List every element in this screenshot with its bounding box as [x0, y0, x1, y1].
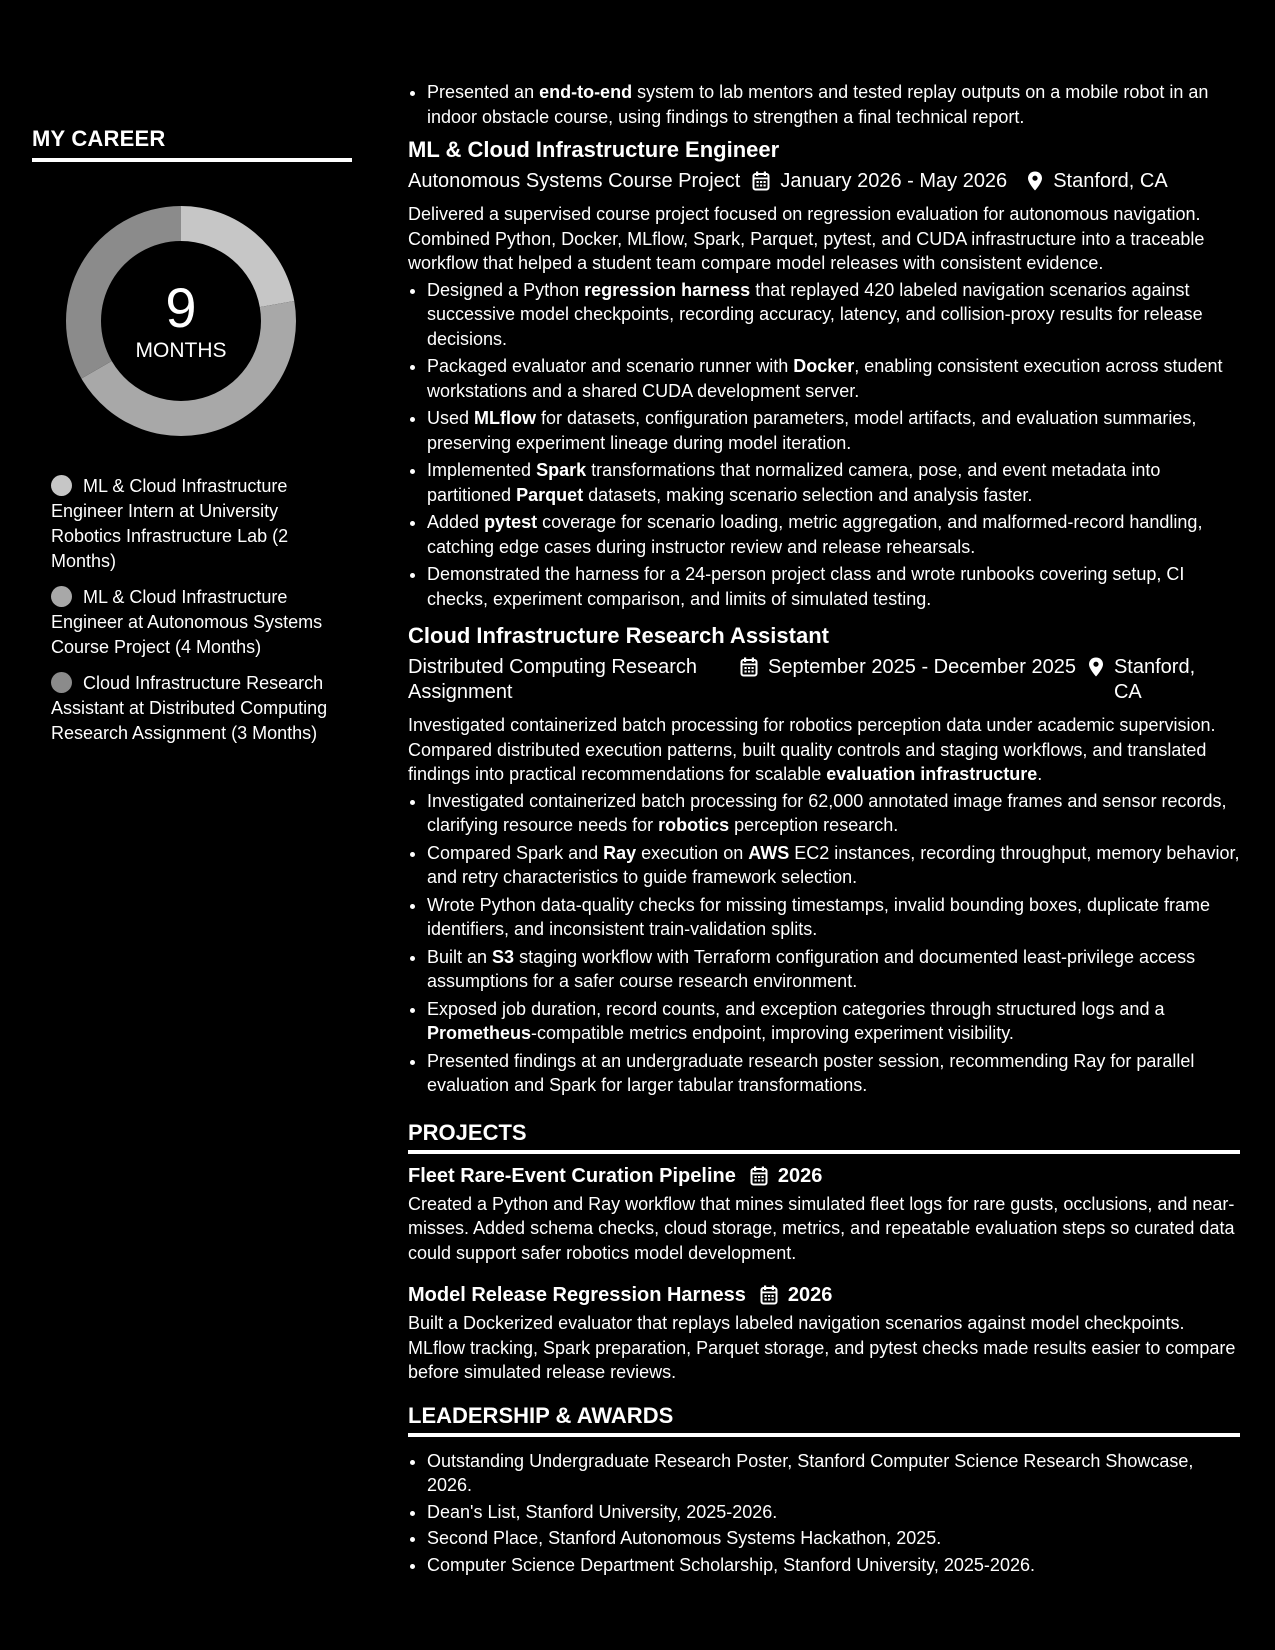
- bullet: • Implemented Spark transformations that normalized camera, pose, and event metadata into partitioned Parquet datasets, making scenario selection and analysis faster.: [427, 458, 1240, 507]
- resume-main: [408, 80, 1240, 1579]
- project-name: Fleet Rare-Event Curation Pipeline: [408, 1164, 736, 1187]
- role-location: [1088, 655, 1208, 705]
- legend-label: Cloud Infrastructure Research Assistant at Distributed Computing Research Assignment (3 Months): [51, 673, 328, 743]
- bullet: • Demonstrated the harness for a 24-person project class and wrote runbooks covering setup, CI checks, experiment comparison, and limits of simulated testing.: [427, 562, 1240, 611]
- bullet: • Compared Spark and Ray execution on AWS EC2 instances, recording throughput, memory behavior, and retry characteristics to guide framework selection.: [427, 841, 1240, 890]
- role-summary: Investigated containerized batch processing for robotics perception data under academic supervision. Compared distributed execution patterns, built quality controls and staging workflows, and translated findings into practical recommendations for scalable evaluation infrastructure.: [408, 715, 1216, 784]
- legend-label: ML & Cloud Infrastructure Engineer Intern at University Robotics Infrastructure Lab (2 Months): [51, 476, 289, 571]
- projects-heading: PROJECTS: [408, 1120, 1240, 1154]
- legend-dot: [51, 475, 72, 496]
- role-meta: [408, 655, 1240, 705]
- map-pin-icon: [1027, 171, 1043, 191]
- legend-item: [51, 585, 331, 660]
- role-company: Autonomous Systems Course Project: [408, 170, 741, 192]
- role-meta: [408, 169, 1240, 194]
- role-location-text: Stanford, CA: [1113, 656, 1196, 703]
- award-item: • Second Place, Stanford Autonomous Systems Hackathon, 2025.: [427, 1526, 1240, 1551]
- awards-list-wrap: [408, 1449, 1240, 1578]
- project-item: [408, 1162, 1240, 1266]
- bullet: • Exposed job duration, record counts, and exception categories through structured logs and a Prometheus-compatible metrics endpoint, improving experiment visibility.: [427, 997, 1240, 1046]
- career-legend: [51, 474, 331, 746]
- calendar-icon: [752, 171, 770, 191]
- career-donut-chart: [66, 206, 296, 436]
- previous-role-bullets: [408, 80, 1240, 129]
- calendar-icon: [740, 657, 758, 677]
- awards-heading: LEADERSHIP & AWARDS: [408, 1403, 1240, 1437]
- award-item: • Computer Science Department Scholarship, Stanford University, 2025-2026.: [427, 1553, 1240, 1578]
- project-description: Built a Dockerized evaluator that replays labeled navigation scenarios against model checkpoints. MLflow tracking, Spark preparation, Parquet storage, and pytest checks made results easier to compare before simulated release reviews.: [408, 1313, 1236, 1382]
- project-header: [408, 1162, 1240, 1190]
- role-course-project: [408, 135, 1240, 611]
- bullet: • Built an S3 staging workflow with Terraform configuration and documented least-privilege access assumptions for a safer course research environment.: [427, 945, 1240, 994]
- award-item: • Outstanding Undergraduate Research Poster, Stanford Computer Science Research Showcase, 2026.: [427, 1449, 1240, 1498]
- total-months-unit: MONTHS: [135, 339, 227, 362]
- project-year: 2026: [787, 1284, 833, 1306]
- calendar-icon: [760, 1285, 778, 1305]
- legend-item: [51, 671, 331, 746]
- bullet: • Added pytest coverage for scenario loading, metric aggregation, and malformed-record handling, catching edge cases during instructor review and release rehearsals.: [427, 510, 1240, 559]
- legend-dot: [51, 672, 72, 693]
- career-title: MY CAREER: [32, 126, 352, 162]
- role-date-text: September 2025 - December 2025: [768, 656, 1076, 678]
- project-description: Created a Python and Ray workflow that mines simulated fleet logs for rare gusts, occlusions, and near-misses. Added schema checks, cloud storage, metrics, and repeatable evaluation steps so curated data could support safer robotics model development.: [408, 1193, 1235, 1263]
- career-sidebar: [32, 126, 352, 757]
- bullet: • Designed a Python regression harness that replayed 420 labeled navigation scenarios against successive model checkpoints, recording accuracy, latency, and collision-proxy results for release decisions.: [427, 278, 1240, 352]
- bullet: • Investigated containerized batch processing for 62,000 annotated image frames and sensor records, clarifying resource needs for robotics perception research.: [427, 789, 1240, 838]
- awards-list: [408, 1449, 1240, 1578]
- legend-dot: [51, 586, 72, 607]
- award-item: • Dean's List, Stanford University, 2025-2026.: [427, 1500, 1240, 1525]
- role-location-text: Stanford, CA: [1053, 170, 1168, 192]
- role-date-text: January 2026 - May 2026: [780, 170, 1008, 192]
- role-summary: Delivered a supervised course project focused on regression evaluation for autonomous navigation. Combined Python, Docker, MLflow, Spark, Parquet, pytest, and CUDA infrastructure into a traceable workflow that helped a student team compare model releases with consistent evidence.: [408, 204, 1205, 273]
- role-title: ML & Cloud Infrastructure Engineer: [408, 137, 780, 162]
- bullet: • Packaged evaluator and scenario runner with Docker, enabling consistent execution across student workstations and a shared CUDA development server.: [427, 354, 1240, 403]
- project-year: 2026: [777, 1164, 823, 1187]
- total-months-number: 9: [165, 276, 197, 339]
- bullet: • Used MLflow for datasets, configuration parameters, model artifacts, and evaluation summaries, preserving experiment lineage during model iteration.: [427, 406, 1240, 455]
- role-date: [752, 169, 1007, 194]
- role-company: Distributed Computing Research Assignment: [408, 656, 698, 703]
- role-bullets: [408, 278, 1240, 612]
- bullet: • Presented an end-to-end system to lab mentors and tested replay outputs on a mobile robot in an indoor obstacle course, using findings to strengthen a final technical report.: [427, 80, 1240, 129]
- legend-item: [51, 474, 331, 574]
- calendar-icon: [750, 1166, 768, 1186]
- role-title: Cloud Infrastructure Research Assistant: [408, 623, 829, 648]
- donut-center: [66, 206, 296, 436]
- bullet: • Wrote Python data-quality checks for missing timestamps, invalid bounding boxes, duplicate frame identifiers, and inconsistent train-validation splits.: [427, 893, 1240, 942]
- project-name: Model Release Regression Harness: [408, 1284, 746, 1306]
- map-pin-icon: [1088, 657, 1104, 677]
- role-research-assistant: [408, 621, 1240, 1098]
- role-bullets: [408, 789, 1240, 1098]
- legend-label: ML & Cloud Infrastructure Engineer at Autonomous Systems Course Project (4 Months): [51, 587, 323, 657]
- project-item: [408, 1281, 1240, 1385]
- role-date: [740, 655, 1076, 705]
- project-header: [408, 1281, 1240, 1309]
- role-location: [1027, 169, 1168, 194]
- bullet: • Presented findings at an undergraduate research poster session, recommending Ray for parallel evaluation and Spark for larger tabular transformations.: [427, 1049, 1240, 1098]
